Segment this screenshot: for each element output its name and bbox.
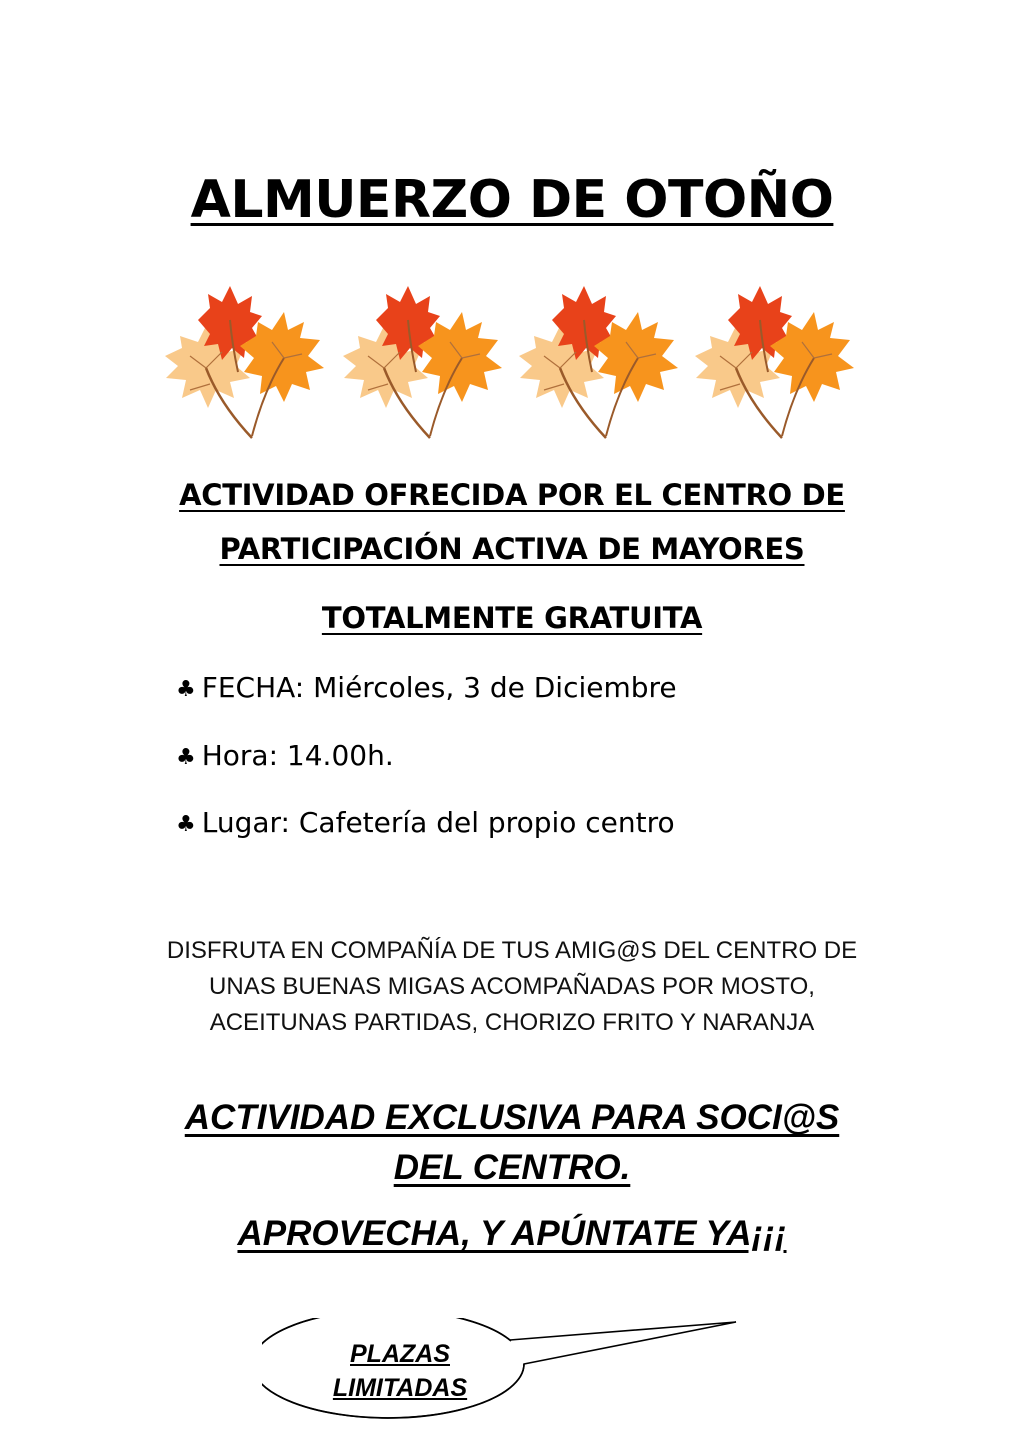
club-icon: ♣	[176, 812, 196, 837]
subtitle-line-2: PARTICIPACIÓN ACTIVA DE MAYORES	[219, 532, 805, 566]
limited-places-label	[300, 1337, 500, 1405]
menu-description: DISFRUTA EN COMPAÑÍA DE TUS AMIG@S DEL CENTRO DE UNAS BUENAS MIGAS ACOMPAÑADAS POR MOSTO, ACEITUNAS PARTIDAS, CHORIZO FRITO Y NARANJA	[166, 937, 858, 1036]
free-label: TOTALMENTE GRATUITA	[321, 601, 703, 635]
detail-place	[176, 806, 675, 839]
detail-place-text: Lugar: Cafetería del propio centro	[201, 806, 675, 839]
club-icon: ♣	[176, 745, 196, 770]
limited-places-line-2: LIMITADAS	[332, 1374, 468, 1402]
subtitle-line-1: ACTIVIDAD OFRECIDA POR EL CENTRO DE	[179, 478, 845, 512]
call-to-action: APROVECHA, Y APÚNTATE YA¡¡¡	[237, 1214, 787, 1253]
detail-time-text: Hora: 14.00h.	[201, 739, 394, 772]
detail-date-text: FECHA: Miércoles, 3 de Diciembre	[201, 671, 677, 704]
autumn-leaves-icon	[160, 282, 864, 442]
detail-time	[176, 739, 394, 772]
limited-places-line-1: PLAZAS	[350, 1340, 450, 1368]
poster-title: ALMUERZO DE OTOÑO	[190, 170, 834, 230]
exclusive-line-2: DEL CENTRO.	[393, 1148, 631, 1187]
exclusive-line-1: ACTIVIDAD EXCLUSIVA PARA SOCI@S	[184, 1098, 840, 1137]
club-icon: ♣	[176, 677, 196, 702]
detail-date	[176, 671, 677, 704]
